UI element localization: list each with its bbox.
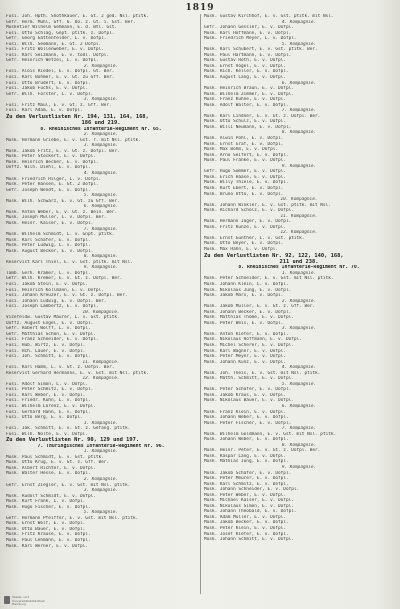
entry-line: Tamb. Gerh. Krämer, L. v. Dofpl. (6, 270, 91, 276)
list-reference-heading: Zu den Verlustlisten Nr. 194, 131, 164, 168, (6, 113, 149, 120)
entry-line: Füsi. Heinrich Kollmann, E. v. Dofpl. (6, 287, 104, 293)
entry-line: Gefr. Georg Gattenfelder, L. v. Dofpl. (6, 36, 107, 42)
entry-line: Musk. Walter Hesse, E. v. Dofpl. (6, 471, 91, 477)
entry-line: Füsi. Otto Berg, E. v. Dofpl. (6, 415, 83, 421)
entry-line: Musk. Peter Schneider, E. v. Gst. mit Nsl. ptitk. (204, 276, 334, 282)
entry-line: Musk. Paul Hartmann, E. v. Dofpl. (204, 52, 292, 58)
entry-line: Füsi. Hch. Lauer, E. v. Dofpl. (6, 348, 86, 354)
entry-line: Musk. Nikolaus Jung, E. v. Dofpl. (204, 287, 292, 293)
entry-line: Füsi. Wilh. Nolte, E. v. Dofpl. (6, 431, 88, 437)
entry-line: Musk. Johann Kunz, E. v. Dofpl. (204, 359, 286, 365)
entry-line: Musk. Ernst Wolf, E. v. Dofpl. (6, 521, 86, 527)
entry-line: Füsi. Johann Kreuzer, E. v. Gt. z. Dofpl. Ber. (6, 293, 128, 299)
company-heading: 3. Kompagnie. (83, 97, 119, 103)
entry-line: Füsi. Johann Ludwig, E. v. Dofpl. Ber. (6, 298, 107, 304)
entry-line: Füsi. Joh. Hpth. Shöthkauer, E. Gt. 2 ged. Nsl. ptitk. (6, 14, 149, 19)
entry-line: Musk. August Lang, E. v. Dofpl. (204, 75, 286, 81)
company-heading: 6. Kompagnie. (281, 404, 317, 409)
entry-line: Musk. Paul Franke, E. v. Dofpl. (204, 158, 286, 164)
entry-line: Musk. Friedrich Meyer, L. v. Dofpl. (204, 36, 297, 42)
entry-line: Musk. Johann Klein, L. v. Dofpl. (204, 281, 289, 287)
entry-line: Musk. Josef Kiefer, E. v. Dofpl. (204, 531, 289, 537)
entry-line: Füsi. Peter Schmitz, E. v. Dofpl. (6, 387, 94, 393)
company-heading: 7. Kompagnie. (281, 426, 317, 432)
entry-line: Füsi. Jak. Schmitt, E. v. Gt. z. Gefang. ptitk. (6, 426, 131, 432)
entry-line: Musk. Kurt Ebert, E. v. Dofpl. (204, 185, 284, 191)
entry-line: Füsi. Friedr. Kühn, L. v. Dofpl. (6, 398, 91, 404)
regiment-heading: 8. Rheinisches Infanterie-Regiment Nr. 65. (40, 126, 162, 132)
entry-line: Musk. Jakob Becker, E. v. Dofpl. (204, 520, 289, 526)
company-heading: 7. Kompagnie. (83, 226, 119, 232)
entry-line: Füsi. Gerhard Hahn, E. v. Dofpl. (6, 409, 91, 415)
entry-line: Musk. Peter Ludwig, L. v. Dofpl. (6, 243, 91, 249)
entry-line: Musk. Karl Hoffmann, E. v. Dofpl. (204, 30, 292, 36)
company-heading: 6. Kompagnie. (83, 204, 119, 210)
company-heading: 9. Kompagnie. (281, 163, 317, 169)
entry-line: Füsi. Franz Schneider, E. v. Dofpl. (6, 337, 99, 343)
entry-line: Musk. Wilhelm Schmidt, L. v. Gnpt. ptitk. (6, 232, 115, 238)
list-reference-heading: 211 und 238. (279, 258, 319, 265)
entry-line: Musk. Peter Weis, E. v. Dofpl. (204, 320, 284, 326)
entry-line: Musk. Hugo Fischer, E. v. Dofpl. (6, 504, 91, 510)
regiment-heading: 8. Rheinisches Infanterie-Regiment Nr. 70. (238, 265, 360, 271)
company-heading: 3. Kompagnie. (83, 488, 119, 494)
entry-line: Musk. Wilhelm Goldmann, E. v. Gst. mit Nsl. ptitk. (204, 431, 337, 437)
company-heading: 7. Kompagnie. (281, 108, 317, 114)
left-column (6, 14, 196, 602)
entry-line: Musk. Karl Schäfer, E. v. Dofpl. (6, 237, 91, 243)
entry-line: Musk. Johann Schmitt, E. v. Dofpl. (204, 537, 294, 543)
entry-line: Gefr. Wilh. Förster, L. v. Dofpl. (6, 91, 94, 97)
entry-line: Musk. Matth. Schmitt, E. v. Dofpl. (204, 376, 294, 382)
entry-line: Musk. Wilhelm Zimmer, E. v. Dofpl. (204, 91, 294, 97)
company-heading: 10. Kompagnie. (82, 309, 120, 315)
company-heading: 11. Kompagnie. (280, 213, 318, 219)
entry-line: Füsi. Joh. Schmitt, E. v. Dofpl. (6, 354, 91, 360)
company-heading: 3. Kompagnie. (281, 326, 317, 332)
entry-line: Musk. Hermann Jäger, E. v. Dofpl. (204, 219, 292, 225)
company-heading: 6. Kompagnie. (281, 80, 317, 86)
entry-line: Musk. Albert Richter, E. v. Dofpl. (6, 465, 96, 471)
company-heading: 2. Kompagnie. (83, 132, 119, 138)
entry-line: Musk. Heinrich Braun, E. v. Dofpl. (204, 86, 294, 92)
entry-line: Gefr. Johann Gessler, E. v. Dofpl. (204, 25, 294, 31)
company-heading: 2. Kompagnie. (83, 476, 119, 482)
entry-line: Musk. Otto Bauer, E. v. Dofpl. (6, 526, 86, 532)
company-heading: 1. Kompagnie. (83, 420, 119, 426)
entry-line: Musk. Friedrich Hilger, L. v. Dofpl. (6, 176, 102, 182)
company-heading: 2. Kompagnie. (281, 298, 317, 304)
entry-line: Musk. Otto Beyer, E. v. Dofpl. (204, 241, 284, 247)
entry-line: Musk. Joh. Theis, E. v. Gst. mit Nsl. ptitk. (204, 370, 321, 376)
entry-line: Füsi. Joseph Lambertz, E. v. Dofpl. (6, 304, 99, 310)
entry-line: Musk. Franz Klein, E. v. Dofpl. (204, 409, 286, 415)
entry-line: Musk. Gustav Roth, E. v. Dofpl. (204, 58, 286, 64)
entry-line: Füsi. Wilh. Seemann, E. Gt. 2 Dofpl. (6, 41, 102, 47)
entry-line: Musk. Johann Weber, E. v. Dofpl. (204, 415, 289, 421)
entry-line: Musk. Wilh. Schwarz, E. v. Gt. zu Gff. Ber. (6, 198, 120, 204)
entry-line: Musk. Michel Scherer, E. v. Dofpl. (204, 342, 294, 348)
entry-line: Musk. Bruno Otto, E. v. Dofpl. (204, 191, 284, 197)
entry-line: Musk. Kurt Frank, L. v. Dofpl. (6, 499, 86, 505)
entry-line: Musk. Arno Seifert, E. v. Dofpl. (204, 152, 289, 158)
entry-line: Musk. Peter Schäfer, E. v. Dofpl. (204, 387, 292, 393)
entry-line: Füsi. Otto Brudert, E. v. Dofpl. (6, 80, 91, 86)
entry-line: Füsi. Karl Adam, E. v. Dofpl. (6, 108, 83, 114)
entry-line: Musk. Joseph Müller, L. v. Dofpl. Ber. (6, 215, 107, 221)
entry-line: Musk. Peter Hansen, E. Gt. 2 Dofpl. (6, 182, 99, 188)
entry-line: Musk. Jakob Müller, E. v. Gt. z. Gff. Ber. (204, 304, 316, 310)
company-heading: 9. Kompagnie. (281, 465, 317, 471)
entry-line: Musk. Johann Schneider, E. v. Dofpl. (204, 487, 300, 493)
entry-line: Uoffz. August Engel, E. v. Dofpl. (6, 320, 94, 326)
entry-line: Füsi. Adolf Simon, L. v. Dofpl. (6, 381, 88, 387)
library-logo-text: Staats- und Universitätsbibliothek Hamburg (12, 595, 45, 607)
entry-line: Uoffz. Wilh. Diehl, E. v. Dofpl. (6, 165, 91, 171)
list-reference-heading: 186 und 219. (81, 120, 121, 127)
company-heading: 11. Kompagnie. (82, 359, 120, 365)
entry-line: Musk. Johann Winkler, E. v. Gst. ptitk. mit Nsl. (204, 202, 331, 208)
entry-line: Musk. Willy Thiele, E. v. Dofpl. (204, 180, 289, 186)
entry-line: Füsi. Fritz Wollenweber, E. v. Dofpl. (6, 47, 104, 53)
company-heading: 9. Kompagnie. (83, 265, 119, 271)
entry-line: Musk. Richard Scholz, E. v. Dofpl. (204, 208, 294, 214)
entry-line: Füsi. Karl Weber, E. v. Dofpl. (6, 392, 86, 398)
entry-line: Musk. Matthias Thome, E. v. Dofpl. (204, 315, 294, 321)
entry-line: Musk. Peter Klein, E. v. Dofpl. (204, 526, 286, 532)
entry-line: Musk. Nikolaus Simon, E. v. Dofpl. (204, 503, 294, 509)
entry-line: Musk. Jakob Marx, E. v. Dofpl. (204, 293, 284, 299)
entry-line: Musk. Franz Kühne, E. v. Dofpl. (204, 97, 286, 103)
entry-line: Musk. Nikolaus Bauer, E. v. Dofpl. (204, 398, 294, 404)
entry-line: Füsi. Otto Schlag, Gnpt. ptitk. z. Dofpl. (6, 30, 115, 36)
company-heading: 5. Kompagnie. (83, 193, 119, 199)
entry-line: Musk. Nikolaus Hoffmann, E. v. Dofpl. (204, 337, 302, 343)
entry-line: Musk. Hermann Griebe, E. v. Gst. r. mit Nsl. ptitk. (6, 137, 141, 143)
entry-line: Musk. Ernst Graf, E. v. Dofpl. (204, 141, 284, 147)
company-heading: 12. Kompagnie. (82, 376, 120, 382)
entry-line: Füsi. Alois Riedel, E. v. Dofpl. Gt. Ber. (6, 69, 115, 75)
entry-line: Musk. Peter Stockert, E. v. Dofpl. (6, 154, 96, 160)
entry-line: Musk. Peter Weber, E. v. Dofpl. (204, 492, 286, 498)
entry-line: Musk. Heinr. Kaiser, E. v. Dofpl. (6, 220, 94, 226)
entry-line: Musk. Karl Wagner, E. v. Dofpl. (204, 348, 286, 354)
company-heading: 4. Kompagnie. (281, 365, 317, 371)
entry-line: Musk. Karl Schmitz, E. v. Dofpl. (204, 481, 289, 487)
entry-line: Musk. Alwin Pohl, E. v. Dofpl. (204, 136, 284, 142)
entry-line: Musk. Peter Fischer, E. v. Dofpl. (204, 420, 292, 426)
entry-line: Musk. Mathias Jung, E. v. Dofpl. (204, 459, 289, 465)
company-heading: 5. Kompagnie. (281, 41, 317, 47)
entry-line: Musk. Willi Neumann, E. v. Dofpl. (204, 124, 292, 130)
entry-line: Musk. Erich Haase, E. v. Dofpl. (204, 174, 286, 180)
list-reference-heading: Zu den Verlustlisten Nr. 92, 122, 140, 168, (204, 252, 344, 259)
entry-line: Gefr. Heinrich Wetzel, L. v. Dofpl. (6, 58, 99, 64)
company-heading: 5. Kompagnie. (83, 510, 119, 516)
entry-line: Musk. Kaspar Lang, E. v. Dofpl. (204, 453, 286, 459)
entry-line: Musk. Anton Weber, E. v. Gt. z. Bein. Ber. (6, 209, 118, 215)
entry-line: Musk. Jakob Kraus, E. v. Dofpl. (204, 392, 286, 398)
regiment-heading: 7. Thüringisches Infanterie-Regiment Nr. 96. (37, 443, 165, 449)
entry-line: Vizefeldw. Gustav Maurer, L. v. Gst. ptitk. (6, 315, 120, 321)
company-heading: 4. Kompagnie. (83, 171, 119, 177)
entry-line: Musk. Otto Krug, E. v. Gt. z. Gff. Ber. (6, 460, 110, 466)
entry-line: Musk. Paul Lehmann, E. v. Dofpl. (6, 537, 91, 543)
entry-line: Reservist Karl Thiel, E. v. Gst. ptitk. mit Nsl. (6, 259, 133, 265)
entry-line: Reservist Gerhard Hermanns, E. v. Gst. mit Nsl. ptitk. (6, 370, 149, 376)
entry-line: Musk. Fritz Krause, E. v. Dofpl. (6, 532, 91, 538)
entry-line: Gefr. Herm. Mühl, Gff. 6. Do. z. Gt. i. Gst. Ber. (6, 19, 136, 25)
entry-line: Füsi. Jakob Fuchs, E. v. Dofpl. (6, 86, 88, 92)
entry-line: Füsi. Wilhelm Lorenz, E. v. Dofpl. (6, 404, 96, 409)
entry-line: Gefr. Hermann Pfeiffer, E. v. Gst. mit Nsl. ptitk. (6, 515, 139, 521)
entry-line: Füsi. Hub. Wirtz, E. v. Dofpl. (6, 342, 86, 348)
entry-line: Musk. August Becker, E. v. Dofpl. (6, 248, 94, 254)
entry-line: Musk. Max Hahn, E. v. Dofpl. (204, 246, 279, 252)
entry-line: Musk. Max Böhm, E. v. Dofpl. (204, 147, 279, 153)
entry-line: Musk. Karl Schubert, E. v. Gst. ptitk. Ber. (204, 47, 318, 53)
company-heading: 5. Kompagnie. (281, 381, 317, 387)
entry-line: Gefr. Matthias Schön, E. v. Dofpl. (6, 331, 96, 337)
entry-line: Füsi. Fritz Maul, E. v. Gt. z. Gff. Ber. (6, 102, 112, 108)
entry-line: Füsi. Jakob Stein, E. v. Dofpl. (6, 281, 88, 287)
entry-line: Musk. Jakob Schäfer, E. v. Dofpl. (204, 470, 292, 476)
entry-line: Musk. Peter Meyer, E. v. Dofpl. (204, 354, 286, 360)
company-heading: 4. Kompagnie. (281, 19, 317, 25)
company-heading: 2. Kompagnie. (83, 63, 119, 69)
library-logo (4, 596, 68, 606)
entry-line: Musk. Adolf Walter, E. v. Dofpl. (204, 102, 289, 108)
company-heading: 8. Kompagnie. (83, 254, 119, 260)
company-heading: 8. Kompagnie. (281, 442, 317, 448)
company-heading: 1. Kompagnie. (83, 449, 119, 455)
entry-line: Musk. Otto Schulz, E. v. Dofpl. (204, 119, 286, 125)
right-column (204, 14, 394, 602)
entry-line: Musk. Rich. Keller, E. v. Dofpl. (204, 69, 289, 75)
entry-line: Füsi. Karl Böhmer, E. v. Gt. zu Gff. Ber. (6, 75, 115, 81)
entry-line: Musketier Wilhelm Gehmann, E. d. Btl. Gst. (6, 25, 118, 31)
entry-line: Musk. Karl Werner, E. v. Dofpl. (6, 543, 88, 549)
entry-line: Musk. Heinrich Becker, E. v. Dofpl. (6, 159, 99, 165)
entry-line: Musk. Fritz Kunze, E. v. Dofpl. (204, 224, 286, 230)
company-heading: 12. Kompagnie. (280, 230, 318, 236)
entry-line: Gefr. Hugo Sommer, E. v. Dofpl. (204, 169, 286, 175)
company-heading: 1. Kompagnie. (281, 270, 317, 276)
entry-line: Musk. Heinr. Peter, E. v. Gt. z. Dofpl. Ber. (204, 448, 321, 454)
entry-line: Musk. Rudolf Schmidt, E. v. Dofpl. (6, 493, 96, 499)
list-reference-heading: Zu den Verlustlisten Nr. 90, 129 und 197. (6, 437, 140, 444)
entry-line: Musk. Anton Kiefer, E. v. Dofpl. (204, 331, 289, 337)
entry-line: Gefr. Joseph Wendt, E. v. Dofpl. (6, 187, 91, 193)
entry-line: Musk. Michael Kaiser, E. v. Dofpl. (204, 498, 294, 504)
entry-line: Füsi. Karl Hamm, L. v. Gt. z. Dofpl. Ber. (6, 365, 115, 371)
company-heading: 3. Kompagnie. (83, 143, 119, 149)
company-heading: 8. Kompagnie. (281, 130, 317, 136)
entry-line: Musk. Ernst Günther, L. v. Gst. ptitk. (204, 235, 305, 241)
entry-line: Musk. Johann Weber, E. v. Dofpl. (204, 437, 289, 443)
column-divider (200, 14, 201, 594)
company-heading: 10. Kompagnie. (280, 197, 318, 203)
entry-line: Musk. Johann Theobald, E. v. Dofpl. (204, 509, 297, 515)
page-number: 1819 (185, 3, 215, 13)
entry-line: Musk. Jakob Fritz, E. v. Gt. z. Dofpl. Ber. (6, 148, 120, 154)
library-logo-mark (4, 596, 10, 604)
entry-line: Musk. Johann Becker, E. v. Dofpl. (204, 309, 292, 315)
entry-line: Musk. Peter Meurer, E. v. Dofpl. (204, 476, 289, 482)
entry-line: Gefr. Wilh. Kremer, E. v. Gt. z. Dofpl. Ber. (6, 276, 123, 282)
entry-line: Füsi. Karl Seizmann, E. v. tödl. Dofpl. (6, 52, 110, 58)
entry-line: Musk. Adam Müller, E. v. Dofpl. (204, 514, 286, 520)
entry-line: Musk. Paul Schmidt, E. v. Gst. ptitk. (6, 454, 104, 460)
entry-line: Gefr. Robert Wolff, L. v. Dofpl. (6, 326, 91, 332)
entry-line: Musk. Gustav Kirchhof, E. v. Gst. ptitk. mit Nsl. (204, 14, 334, 19)
entry-line: Gefr. Ernst Ziegler, E. v. Gst. mit Nsl. ptitk. (6, 482, 131, 488)
entry-line: Musk. Karl Lindner, E. v. Gt. z. Dofpl. Ber. (204, 113, 321, 119)
entry-line: Musk. Ernst Vogel, E. v. Dofpl. (204, 63, 286, 69)
